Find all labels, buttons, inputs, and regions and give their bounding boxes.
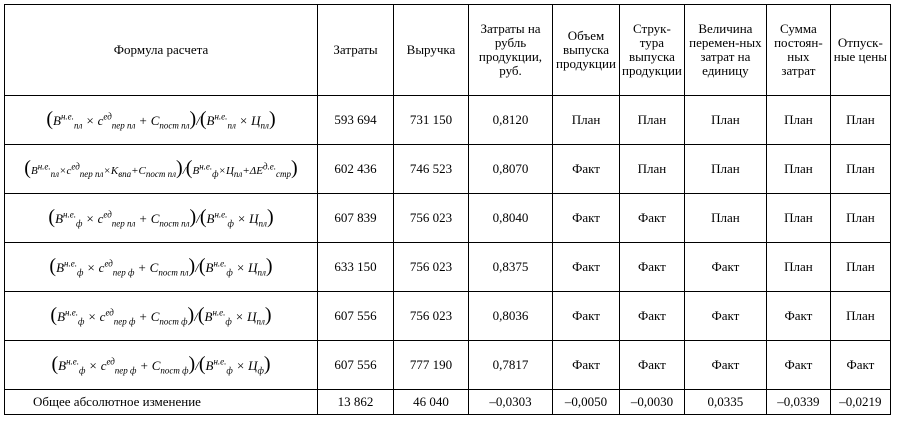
prices-cell: План bbox=[830, 243, 890, 292]
var-cost-cell: Факт bbox=[684, 292, 766, 341]
cost-per-ruble-cell: 0,8070 bbox=[469, 145, 553, 194]
volume-cell: Факт bbox=[553, 292, 620, 341]
header-row bbox=[5, 5, 891, 96]
fixed-cost-cell: Факт bbox=[766, 292, 830, 341]
var-cost-cell: План bbox=[684, 145, 766, 194]
formula-cell: $(B^{н.е.}_ф \times c^{ед}_{пер ф} + C_{пост пл})/(B^{н.е.}_ф \times Ц_{пл})$ bbox=[5, 243, 318, 292]
cost-per-ruble-cell: 0,8120 bbox=[469, 96, 553, 145]
header-var-cost-unit: Величина перемен-ных затрат на единицу bbox=[684, 5, 766, 96]
fixed-cost-cell: План bbox=[766, 194, 830, 243]
costs-cell: 633 150 bbox=[318, 243, 394, 292]
cost-per-ruble-cell: 0,8036 bbox=[469, 292, 553, 341]
revenue-cell: 777 190 bbox=[394, 341, 469, 390]
costs-cell: 607 556 bbox=[318, 292, 394, 341]
table-row bbox=[5, 292, 891, 341]
prices-cell: Факт bbox=[830, 341, 890, 390]
cost-per-ruble-cell: 0,8375 bbox=[469, 243, 553, 292]
header-cost-per-ruble: Затраты на рубль продукции, руб. bbox=[469, 5, 553, 96]
structure-cell: Факт bbox=[620, 341, 685, 390]
fixed-cost-cell: План bbox=[766, 243, 830, 292]
header-costs: Затраты bbox=[318, 5, 394, 96]
volume-cell: Факт bbox=[553, 145, 620, 194]
cost-per-ruble-cell: 0,8040 bbox=[469, 194, 553, 243]
header-structure: Струк-тура выпуска продукции bbox=[620, 5, 685, 96]
volume-cell: Факт bbox=[553, 243, 620, 292]
costs-cell: 607 556 bbox=[318, 341, 394, 390]
var-cost-cell: Факт bbox=[684, 243, 766, 292]
total-volume: –0,0050 bbox=[553, 390, 620, 415]
table-row bbox=[5, 243, 891, 292]
prices-cell: План bbox=[830, 194, 890, 243]
table-row bbox=[5, 341, 891, 390]
header-formula: Формула расчета bbox=[5, 5, 318, 96]
volume-cell: План bbox=[553, 96, 620, 145]
formula-cell: $(B^{н.е.}_{пл}\times c^{ед}_{пер пл}\times K_{впа}+C_{пост пл})/(B^{н.е.}_ф\times Ц_{пл}+\Delta E^{д.е.}_{стр})$ bbox=[5, 145, 318, 194]
structure-cell: Факт bbox=[620, 194, 685, 243]
header-fixed-costs: Сумма постоян-ных затрат bbox=[766, 5, 830, 96]
prices-cell: План bbox=[830, 145, 890, 194]
var-cost-cell: План bbox=[684, 194, 766, 243]
total-label: Общее абсолютное изменение bbox=[5, 390, 318, 415]
total-row bbox=[5, 390, 891, 415]
structure-cell: План bbox=[620, 96, 685, 145]
total-fixed-cost: –0,0339 bbox=[766, 390, 830, 415]
structure-cell: Факт bbox=[620, 292, 685, 341]
table-row bbox=[5, 145, 891, 194]
total-revenue: 46 040 bbox=[394, 390, 469, 415]
fixed-cost-cell: Факт bbox=[766, 341, 830, 390]
prices-cell: План bbox=[830, 292, 890, 341]
table-row bbox=[5, 96, 891, 145]
revenue-cell: 731 150 bbox=[394, 96, 469, 145]
var-cost-cell: План bbox=[684, 96, 766, 145]
costs-cell: 602 436 bbox=[318, 145, 394, 194]
fixed-cost-cell: План bbox=[766, 145, 830, 194]
prices-cell: План bbox=[830, 96, 890, 145]
costs-cell: 593 694 bbox=[318, 96, 394, 145]
revenue-cell: 756 023 bbox=[394, 194, 469, 243]
structure-cell: План bbox=[620, 145, 685, 194]
header-volume: Объем выпуска продукции bbox=[553, 5, 620, 96]
volume-cell: Факт bbox=[553, 194, 620, 243]
structure-cell: Факт bbox=[620, 243, 685, 292]
formula-cell: $(B^{н.е.}_ф \times c^{ед}_{пер ф} + C_{пост ф})/(B^{н.е.}_ф \times Ц_ф)$ bbox=[5, 341, 318, 390]
header-prices: Отпуск-ные цены bbox=[830, 5, 890, 96]
formula-cell: $(B^{н.е.}_{пл} \times c^{ед}_{пер пл} + C_{пост пл})/(B^{н.е.}_{пл} \times Ц_{пл})$ bbox=[5, 96, 318, 145]
formula-cell: $(B^{н.е.}_ф \times c^{ед}_{пер пл} + C_{пост пл})/(B^{н.е.}_ф \times Ц_{пл})$ bbox=[5, 194, 318, 243]
volume-cell: Факт bbox=[553, 341, 620, 390]
header-revenue: Выручка bbox=[394, 5, 469, 96]
costs-cell: 607 839 bbox=[318, 194, 394, 243]
formula-cell: $(B^{н.е.}_ф \times c^{ед}_{пер ф} + C_{пост ф})/(B^{н.е.}_ф \times Ц_{пл})$ bbox=[5, 292, 318, 341]
revenue-cell: 756 023 bbox=[394, 243, 469, 292]
cost-analysis-table bbox=[4, 4, 891, 415]
total-structure: –0,0030 bbox=[620, 390, 685, 415]
var-cost-cell: Факт bbox=[684, 341, 766, 390]
revenue-cell: 746 523 bbox=[394, 145, 469, 194]
fixed-cost-cell: План bbox=[766, 96, 830, 145]
total-cost-per-ruble: –0,0303 bbox=[469, 390, 553, 415]
table-row bbox=[5, 194, 891, 243]
total-var-cost: 0,0335 bbox=[684, 390, 766, 415]
revenue-cell: 756 023 bbox=[394, 292, 469, 341]
total-prices: –0,0219 bbox=[830, 390, 890, 415]
cost-per-ruble-cell: 0,7817 bbox=[469, 341, 553, 390]
total-costs: 13 862 bbox=[318, 390, 394, 415]
